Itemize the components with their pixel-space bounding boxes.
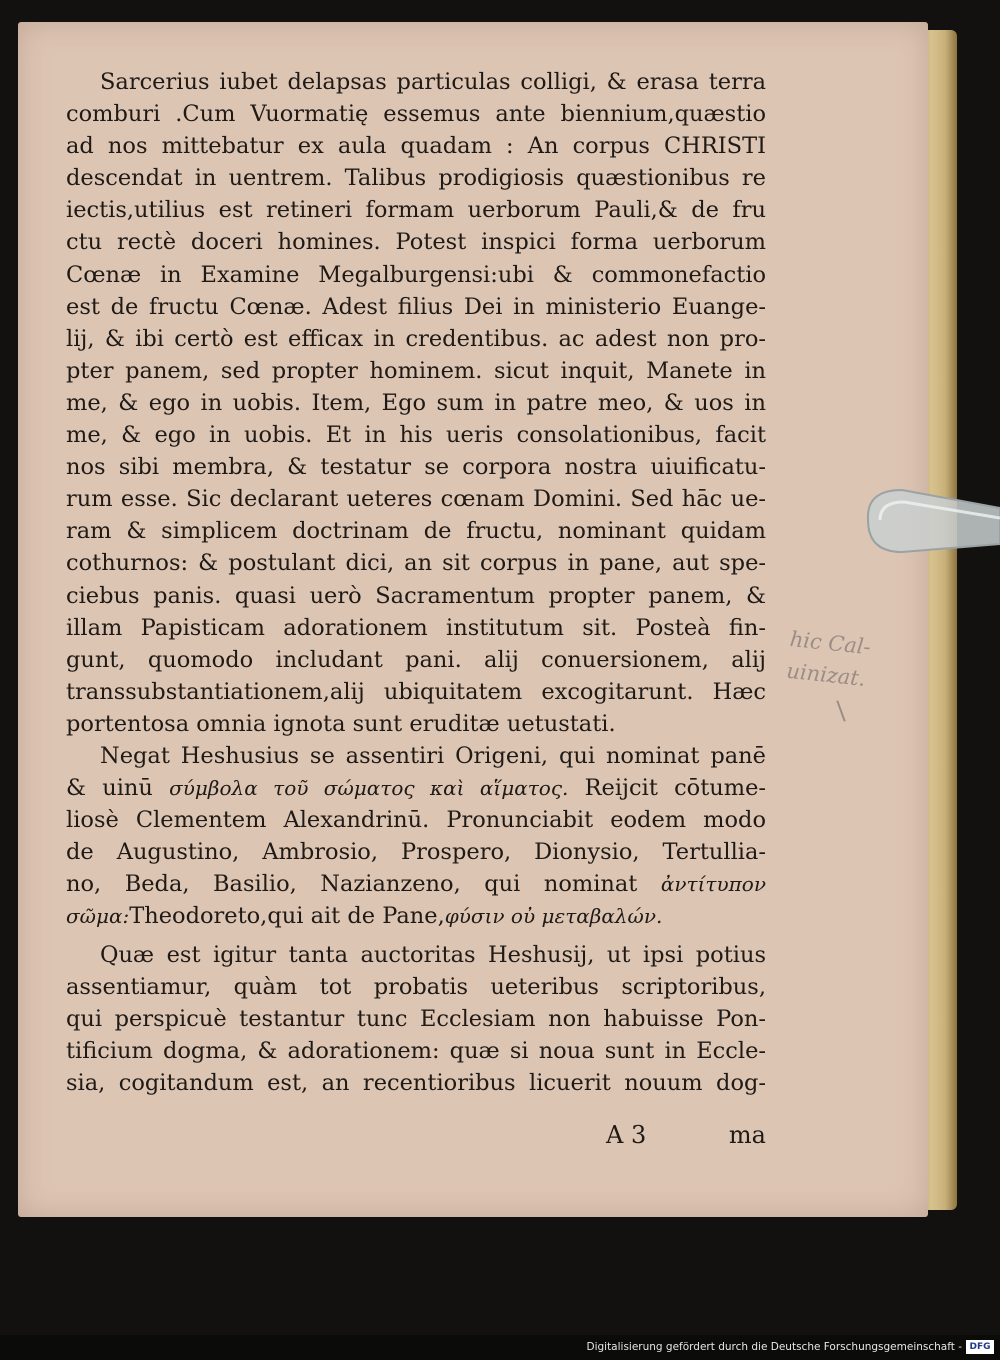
text-line: comburi .Cum Vuormatię essemus ante biennium,quæstio [66, 101, 766, 128]
greek-text: ἀντίτυπον [660, 872, 766, 897]
marginal-note-line: uinizat. [785, 658, 867, 691]
text-block [66, 66, 766, 1099]
marginal-note [785, 623, 891, 697]
text-line: lij, & ibi certò est efficax in credentibus. ac adest non pro- [66, 325, 766, 352]
text-line: transsubstantiationem,alij ubiquitatem excogitarunt. Hæc [66, 678, 766, 705]
text-line: ram & simplicem doctrinam de fructu, nominant quidam [66, 518, 766, 545]
catchword: ma [728, 1121, 766, 1149]
text-line: rum esse. Sic declarant ueteres cœnam Domini. Sed hāc ue- [66, 486, 766, 513]
text-line: cothurnos: & postulant dici, an sit corpus in pane, aut spe- [66, 550, 766, 577]
latin-text: & uinū [66, 775, 153, 802]
latin-text: Reijcit cōtume- [584, 775, 766, 802]
dfg-logo: DFG [966, 1340, 994, 1354]
footer-bar [0, 1335, 1000, 1360]
text-line: pter panem, sed propter hominem. sicut inquit, Manete in [66, 357, 766, 384]
greek-text: φύσιν οὐ μεταβαλών. [444, 904, 663, 929]
text-line: Negat Heshusius se assentiri Origeni, qui nominat panē [100, 742, 766, 769]
text-line: illam Papisticam adorationem institutum sit. Posteà fin- [66, 614, 766, 641]
text-line: est de fructu Cœnæ. Adest filius Dei in ministerio Euange- [66, 293, 766, 320]
text-line: me, & ego in uobis. Item, Ego sum in patre meo, & uos in [66, 389, 766, 416]
text-line-greek [66, 900, 766, 932]
greek-text: σύμβολα τοῦ σώματος καὶ αἵματος. [169, 776, 569, 801]
text-line: Sarcerius iubet delapsas particulas colligi, & erasa terra [100, 69, 766, 95]
text-line: liosè Clementem Alexandrinū. Pronunciabit eodem modo [66, 807, 766, 834]
text-line-greek [66, 772, 766, 804]
glass-clip-icon [862, 478, 1000, 562]
text-line: ad nos mittebatur ex aula quadam : An corpus CHRISTI [66, 133, 766, 160]
text-line: iectis,utilius est retineri formam uerborum Pauli,& de fru [66, 197, 766, 224]
text-line-greek [66, 868, 766, 900]
text-line: ctu rectè doceri homines. Potest inspici forma uerborum [66, 229, 766, 256]
greek-text: σῶμα: [66, 904, 130, 929]
text-line: de Augustino, Ambrosio, Prospero, Dionysio, Tertullia- [66, 839, 766, 866]
text-line: gunt, quomodo includant pani. alij conuersionem, alij [66, 646, 766, 673]
text-line: Quæ est igitur tanta auctoritas Heshusij, ut ipsi potius [100, 941, 766, 968]
latin-text: Theodoreto,qui ait de Pane, [129, 903, 445, 930]
text-line: nos sibi membra, & testatur se corpora nostra uiuificatu- [66, 454, 766, 481]
text-line: qui perspicuè testantur tunc Ecclesiam non habuisse Pon- [66, 1005, 766, 1032]
funding-credit: Digitalisierung gefördert durch die Deutsche Forschungsgemeinschaft - [586, 1341, 962, 1353]
text-line: sia, cogitandum est, an recentioribus licuerit nouum dog- [66, 1069, 766, 1096]
text-line: Cœnæ in Examine Megalburgensi:ubi & commonefactio [66, 261, 766, 288]
signature-mark: A 3 [606, 1121, 647, 1149]
text-line: portentosa omnia ignota sunt eruditæ uetustati. [66, 710, 616, 737]
latin-text: no, Beda, Basilio, Nazianzeno, qui nominat [66, 871, 638, 898]
catchline [66, 1118, 766, 1152]
marginal-note-line: hic Cal- [788, 626, 872, 660]
text-line: descendat in uentrem. Talibus prodigiosis quæstionibus re [66, 165, 766, 192]
text-line: me, & ego in uobis. Et in his ueris consolationibus, facit [66, 422, 766, 449]
text-line: assentiamur, quàm tot probatis ueteribus scriptoribus, [66, 973, 766, 1000]
text-line: tificium dogma, & adorationem: quæ si noua sunt in Eccle- [66, 1037, 766, 1064]
text-line: ciebus panis. quasi uerò Sacramentum propter panem, & [66, 582, 766, 609]
